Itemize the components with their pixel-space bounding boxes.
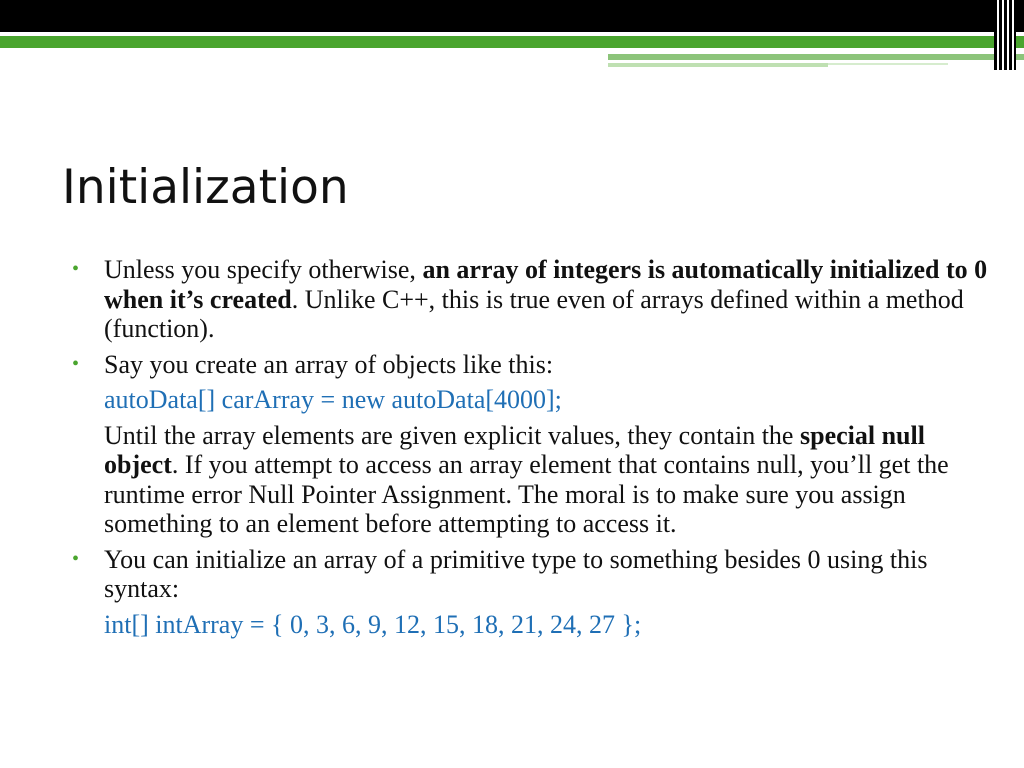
bullet-2-text: Say you create an array of objects like this: — [104, 349, 554, 379]
bullet-3-text: You can initialize an array of a primitive type to something besides 0 using this syntax: — [104, 544, 928, 603]
bullet-2-para-a: Until the array elements are given explicit values, they contain the — [104, 420, 800, 450]
header-green-thin-stripe-2 — [608, 63, 828, 67]
bullet-2-paragraph — [70, 421, 990, 539]
bullet-1-bold: an array of integers is automatically initialized to 0 when it’s created — [104, 255, 988, 314]
code-sample-1: autoData[] carArray = new autoData[4000]; — [104, 385, 562, 414]
code-sample-2: int[] intArray = { 0, 3, 6, 9, 12, 15, 18, 21, 24, 27 }; — [104, 609, 642, 639]
bullet-2-para-bold: special null object — [104, 420, 925, 479]
bullet-1-text-a: Unless you specify otherwise, — [104, 255, 423, 284]
bullet-item-2 — [70, 350, 990, 380]
bullet-item-1 — [70, 255, 990, 344]
header-black-bar — [0, 0, 1024, 32]
bullet-icon: • — [72, 547, 80, 570]
header-green-thin-stripe — [608, 54, 1024, 60]
bullet-icon: • — [72, 352, 80, 375]
bullet-2-para-b: . If you attempt to access an array element that contains null, you’ll get the runtime error Null Pointer Assignment. The moral is to make sure you assign something to an element before attempting to access it. — [104, 450, 949, 538]
slide-body — [70, 255, 990, 645]
bullet-1-text-b: . Unlike C++, this is true even of arrays defined within a method (function). — [104, 284, 964, 343]
bullet-item-3 — [70, 545, 990, 604]
header-vertical-stripes — [994, 0, 1016, 70]
bullet-icon: • — [72, 258, 80, 280]
slide-title: Initialization — [62, 160, 349, 215]
header-green-stripe — [0, 36, 1024, 48]
header-green-thin-stripe-3 — [828, 63, 948, 65]
